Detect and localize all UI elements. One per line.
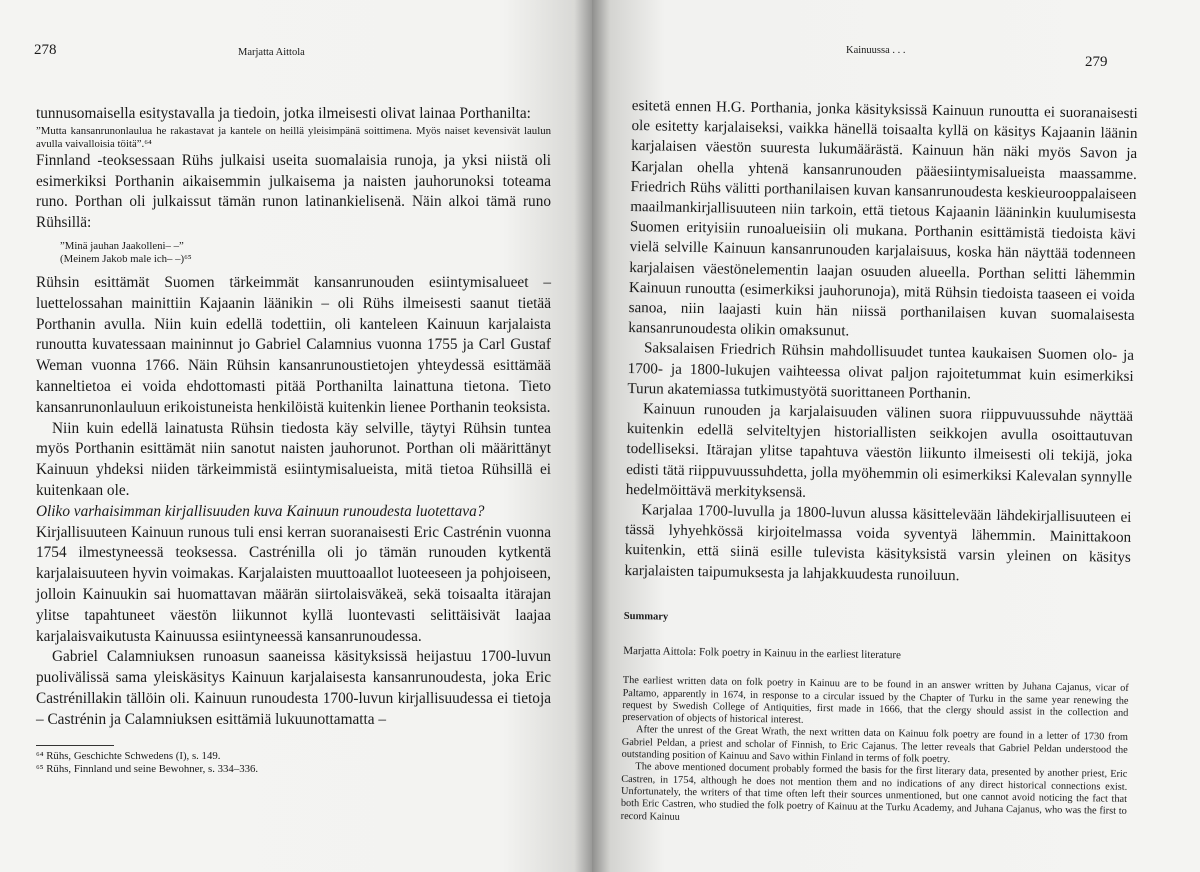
paragraph: esitetä ennen H.G. Porthania, jonka käsityksissä Kainuun runoutta ei suoranaisesti ole esitetty karjalaiseksi, vaikka hänellä toisaalta kyllä on käsitys Kajaanin läänin karjalaisen väestön suuresta lukumäärästä. Kainuun hän näki myös Savon ja Karjalan ohella yhtenä kansanrunouden pääesiintymisalueista maassamme. Friedrich Rühs välitti porthanilaisen kuvan kansanrunoudesta keskieurooppalaiseen maailmankirjallisuuteen niin tarkoin, että tietous Kajaanin lääninkin kuulumisesta Suomen erityisiin runoalueisiin oli mukana. Porthanin esittämistä tiedoista kävi vielä selville Kainuun kansanrunouden karjalaisuus, koska hän näyttää todenneen karjalaisen väestönelementin laajan osuuden alueella. Porthan selitti lähemmin Kainuun runoutta (esimerkiksi jauhorunoja), mitä Rühsin tiedoista taaseen ei voida sanoa, niin laajasti kuin hän niissä porthanilaisen kuvan suomalaisesta kansanrunoudesta olikin omaksunut. (628, 97, 1138, 340)
summary-text (621, 675, 1129, 830)
block-quote: ”Mutta kansanrunonlaulua he rakastavat ja kantele on heillä yleisimpänä soittimena. Myös naiset kevensivät laulun avulla vaivalloisia töitä”.⁶⁴ (36, 124, 551, 150)
paragraph: Saksalaisen Friedrich Rühsin mahdollisuudet tuntea kaukaisen Suomen olo- ja 1700- ja 1800-lukujen vaihteessa olivat paljon rajoitetummat kuin esimerkiksi Turun akatemiassa tutkimustyötä suorittaneen Porthanin. (627, 340, 1135, 403)
paragraph: Rühsin esittämät Suomen tärkeimmät kansanrunouden esiintymisalueet – luettelossahan mainittiin Kajaanin läänikin – oli Rühs ilmeisesti saanut tietää Porthanin avulla. Niin kuin edellä todettiin, oli kanteleen Kainuun karjalaista runoutta kuvatessaan maininnut jo Gabriel Calamnius vuonna 1755 ja Carl Gustaf Weman vuonna 1766. Näin Rühsin kansanrunoustietojen yhteydessä esittämää kanneltietoa ei voida ehdottomasti pitää Porthanilta lainattuna tietona. Tieto kansanrunonlauluun erikoistuneista henkilöistä kuitenkin lienee Porthanin teoksista. (36, 273, 551, 416)
right-body-text (621, 96, 1138, 831)
running-head-right: Kainuussa . . . (846, 45, 906, 56)
paragraph: Kirjallisuuteen Kainuun runous tuli ensi kerran suoranaisesti Eric Castrénin vuonna 1754 ilmestyneessä teoksessa. Castrénilla oli jo tämän runouden kytkentä karjalaisuuteen hyvin voimakas. Karjalaisten muuttoaallot luoteeseen ja pohjoiseen, jolloin Kainuukin sai huomattavan määrän siirtolaisväkeä, sekä toisaalta itärajan ylitse tapahtuneet väestön liikunnot kyllä luontevasti selittäisivät laajaa karjalaisvaikutusta Kainuussa esiintyneessä kansanrunoudessa. (36, 523, 551, 645)
summary-paragraph: The earliest written data on folk poetry in Kainuu are to be found in an answer written by Juhana Cajanus, vicar of Paltamo, apparently in 1674, in response to a circular issued by the Chapter of Turku in the same year renewing the request by Swedish College of Antiquities, first made in 1666, that the clergy should assist in the collection and preservation of objects of historical interest. (622, 675, 1129, 726)
section-heading: Oliko varhaisimman kirjallisuuden kuva Kainuun runoudesta luotettava? (36, 502, 485, 520)
block-quote (60, 240, 551, 266)
footnote: ⁶⁴ Rühs, Geschichte Schwedens (I), s. 149. (36, 749, 221, 762)
footnote-rule (36, 745, 114, 746)
paragraph: Niin kuin edellä lainatusta Rühsin tiedosta käy selville, täytyi Rühsin tuntea myös Porthanin esittämät niin sanotut naisten jauhorunot. Porthan oli määrittänyt Kainuun yhdeksi niiden tärkeimmistä esiintymisalueista, mitä tietoa Rühsillä ei kuitenkaan ole. (36, 419, 551, 499)
page-number-left: 278 (34, 42, 57, 58)
summary-paragraph: The above mentioned document probably formed the basis for the first literary data, presented by another priest, Eric Castren, in 1754, although he does not mention them and no indications of any direct historical connections exist. Unfortunately, the writers of that time often left their sources unmentioned, but one cannot avoid noticing the fact that both Eric Castren, who studied the folk poetry of Kainuu at the Turku Academy, and Juhana Cajanus, who was the first to record Kainuu (620, 761, 1128, 823)
left-page (0, 0, 592, 872)
page-number-right: 279 (1085, 54, 1108, 70)
quote-line: ”Minä jauhan Jaakolleni– –” (60, 239, 184, 252)
paragraph: Finnland -teoksessaan Rühs julkaisi useita suomalaisia runoja, ja yksi niistä oli esimerkiksi Porthanin aikaisemmin julkaisema ja naisten jauhorunoksi toteama runo. Porthan oli julkaissut tämän runon latinankielisenä. Näin alkoi tämä runo Rühsillä: (36, 151, 551, 232)
summary-heading: Summary (623, 610, 669, 623)
running-head-left: Marjatta Aittola (238, 47, 305, 58)
summary-paragraph: After the unrest of the Great Wrath, the next written data on Kainuu folk poetry are found in a letter of 1730 from Gabriel Peldan, a priest and scholar of Finnish, to Eric Cajanus. The letter reveals that Gabriel Peldan understood the outstanding position of Kainuu and Savo within Finland in terms of folk poetry. (621, 724, 1129, 766)
paragraph: tunnusomaisella esitystavalla ja tiedoin, jotka ilmeisesti olivat lainaa Porthanilta: (36, 105, 531, 122)
quote-line: (Meinem Jakob male ich– –)⁶⁵ (60, 252, 192, 265)
footnote: ⁶⁵ Rühs, Finnland und seine Bewohner, s. 334–336. (36, 762, 259, 775)
summary-subtitle: Marjatta Aittola: Folk poetry in Kainuu in the earliest literature (623, 645, 902, 662)
right-page (592, 0, 1200, 872)
paragraph: Karjalaa 1700-luvulla ja 1800-luvun alussa käsittelevään lähdekirjallisuuteen ei tässä lyhyehkössä kirjoitelmassa voida syventyä lähemmin. Mainittakoon kuitenkin, että siinä esille tulevista käsityksistä varsin yleinen on käsitys karjalaisten taipumuksesta ja lahjakkuudesta runoiluun. (624, 502, 1132, 584)
paragraph: Kainuun runouden ja karjalaisuuden välinen suora riippuvuussuhde näyttää kuitenkin edellä selviteltyjen historiallisten seikkojen avulla osoittautuvan todelliseksi. Itärajan ylitse tapahtuva väestön liikunto ilmeisesti oli tekijä, joka edisti tätä riippuvuussuhdetta, jolla myöhemmin oli esimerkiksi Kalevalan synnylle hedelmöittävä merkityksensä. (625, 401, 1134, 501)
paragraph: Gabriel Calamniuksen runoasun saaneissa käsityksissä heijastuu 1700-luvun puolivälissä sama yleiskäsitys Kainuun karjalaisesta kansanrunoudesta, joka Eric Castrénillakin tällöin oli. Kainuun runoudesta 1700-luvun kirjallisuudessa ei tietoja – Castrénin ja Calamniuksen esittämiä lukuunottamatta – (36, 648, 551, 728)
left-body-text (36, 104, 551, 776)
